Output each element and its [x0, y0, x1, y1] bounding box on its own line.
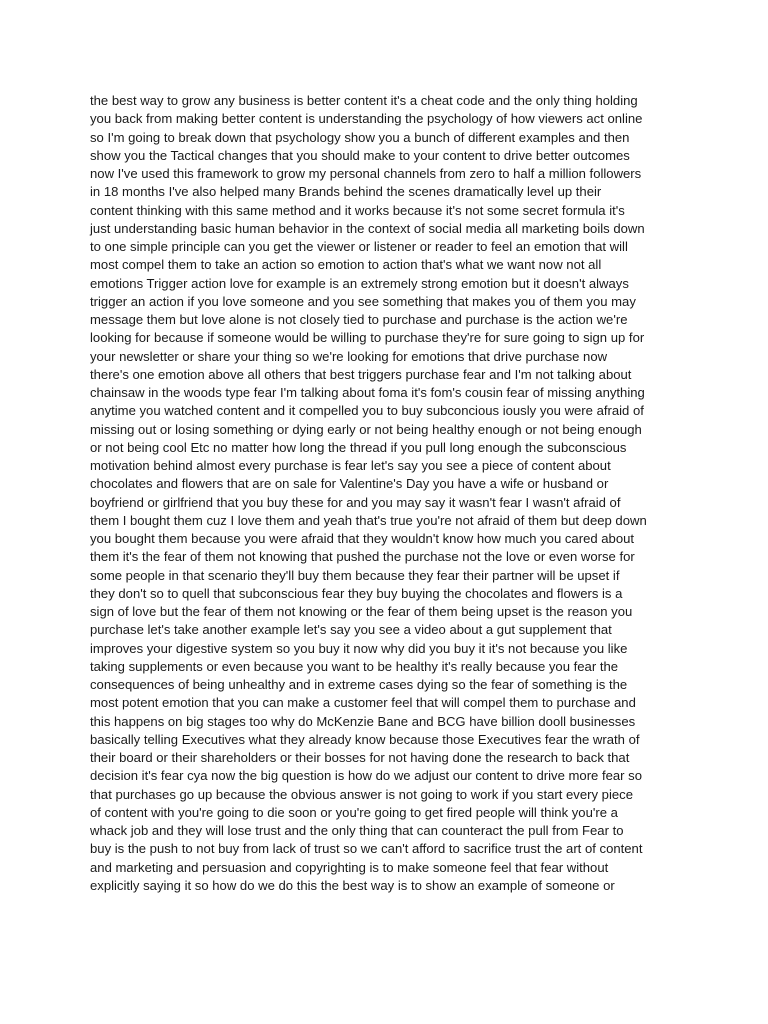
text-line: you back from making better content is understanding the psychology of how viewers act online [90, 111, 643, 127]
text-line: them it's the fear of them not knowing that pushed the purchase not the love or even worse for [90, 549, 635, 565]
text-line: basically telling Executives what they already know because those Executives fear the wrath of [90, 731, 640, 747]
text-line: to one simple principle can you get the viewer or listener or reader to feel an emotion that will [90, 239, 628, 254]
text-line: anytime you watched content and it compelled you to buy subconcious iously you were afraid of [90, 403, 644, 419]
text-line: now I've used this framework to grow my personal channels from zero to half a million followers [90, 166, 642, 181]
text-line: or not being cool Etc no matter how long the thread if you pull long enough the subconscious [90, 439, 627, 455]
text-line: emotions Trigger action love for example is an extremely strong emotion but it doesn't always [90, 275, 629, 291]
text-line: just understanding basic human behavior in the context of social media all marketing boils down [90, 220, 645, 236]
text-line: some people in that scenario they'll buy them because they fear their partner will be upset if [90, 567, 620, 583]
text-line: there's one emotion above all others that best triggers purchase fear and I'm not talking about [90, 366, 632, 382]
text-line: missing out or losing something or dying early or not being healthy enough or not being enough [90, 421, 642, 437]
text-line: motivation behind almost every purchase is fear let's say you see a piece of content about [90, 458, 611, 473]
transcript-text [90, 92, 680, 895]
text-line: sign of love but the fear of them not knowing or the fear of them being upset is the reason you [90, 604, 633, 619]
text-line: decision it's fear cya now the big question is how do we adjust our content to drive more fear so [90, 768, 643, 784]
text-line: chainsaw in the woods type fear I'm talking about foma it's fom's cousin fear of missing anything [90, 385, 645, 400]
text-line: your newsletter or share your thing so we're looking for emotions that drive purchase now [90, 348, 608, 364]
text-line: consequences of being unhealthy and in extreme cases dying so the fear of something is the [90, 677, 628, 692]
text-line: so I'm going to break down that psychology show you a bunch of different examples and then [90, 129, 630, 145]
text-line: most compel them to take an action so emotion to action that's what we want now not all [90, 257, 602, 273]
text-line: most potent emotion that you can make a customer feel that will compel them to purchase and [90, 695, 636, 711]
text-line: show you the Tactical changes that you should make to your content to drive better outcomes [90, 147, 630, 163]
text-line: them I bought them cuz I love them and yeah that's true you're not afraid of them but deep down [90, 512, 647, 528]
text-line: and marketing and persuasion and copyrighting is to make someone feel that fear without [90, 859, 609, 875]
text-line: they don't so to quell that subconscious fear they buy buying the chocolates and flowers is a [90, 585, 623, 601]
text-line: of content with you're going to die soon or you're going to get fired people will think you're a [90, 804, 618, 820]
text-line: message them but love alone is not closely tied to purchase and purchase is the action we're [90, 312, 628, 327]
text-line: explicitly saying it so how do we do this the best way is to show an example of someone or [90, 877, 615, 893]
text-line: in 18 months I've also helped many Brands behind the scenes dramatically level up their [90, 184, 602, 200]
text-line: boyfriend or girlfriend that you buy these for and you may say it wasn't fear I wasn't afraid of [90, 494, 621, 510]
text-line: taking supplements or even because you want to be healthy it's really because you fear the [90, 658, 619, 674]
text-line: this happens on big stages too why do McKenzie Bane and BCG have billion dooll businesses [90, 713, 636, 729]
text-line: the best way to grow any business is better content it's a cheat code and the only thing holding [90, 93, 638, 108]
text-line: chocolates and flowers that are on sale for Valentine's Day you have a wife or husband or [90, 476, 609, 492]
text-line: content thinking with this same method and it works because it's not some secret formula it's [90, 202, 625, 218]
text-line: whack job and they will lose trust and the only thing that can counteract the pull from Fear to [90, 823, 624, 838]
text-line: looking for because if someone would be willing to purchase they're for sure going to sign up for [90, 330, 645, 346]
text-line: that purchases go up because the obvious answer is not going to work if you start every piece [90, 786, 633, 802]
text-line: purchase let's take another example let's say you see a video about a gut supplement that [90, 622, 612, 638]
text-line: their board or their shareholders or their bosses for not having done the research to back that [90, 750, 630, 765]
text-line: trigger an action if you love someone and you see something that makes you of them you may [90, 293, 636, 309]
text-line: improves your digestive system so you buy it now why did you buy it it's not because you like [90, 640, 628, 656]
text-line: buy is the push to not buy from lack of trust so we can't afford to sacrifice trust the art of content [90, 841, 643, 857]
text-line: you bought them because you were afraid that they wouldn't know how much you cared about [90, 531, 635, 546]
